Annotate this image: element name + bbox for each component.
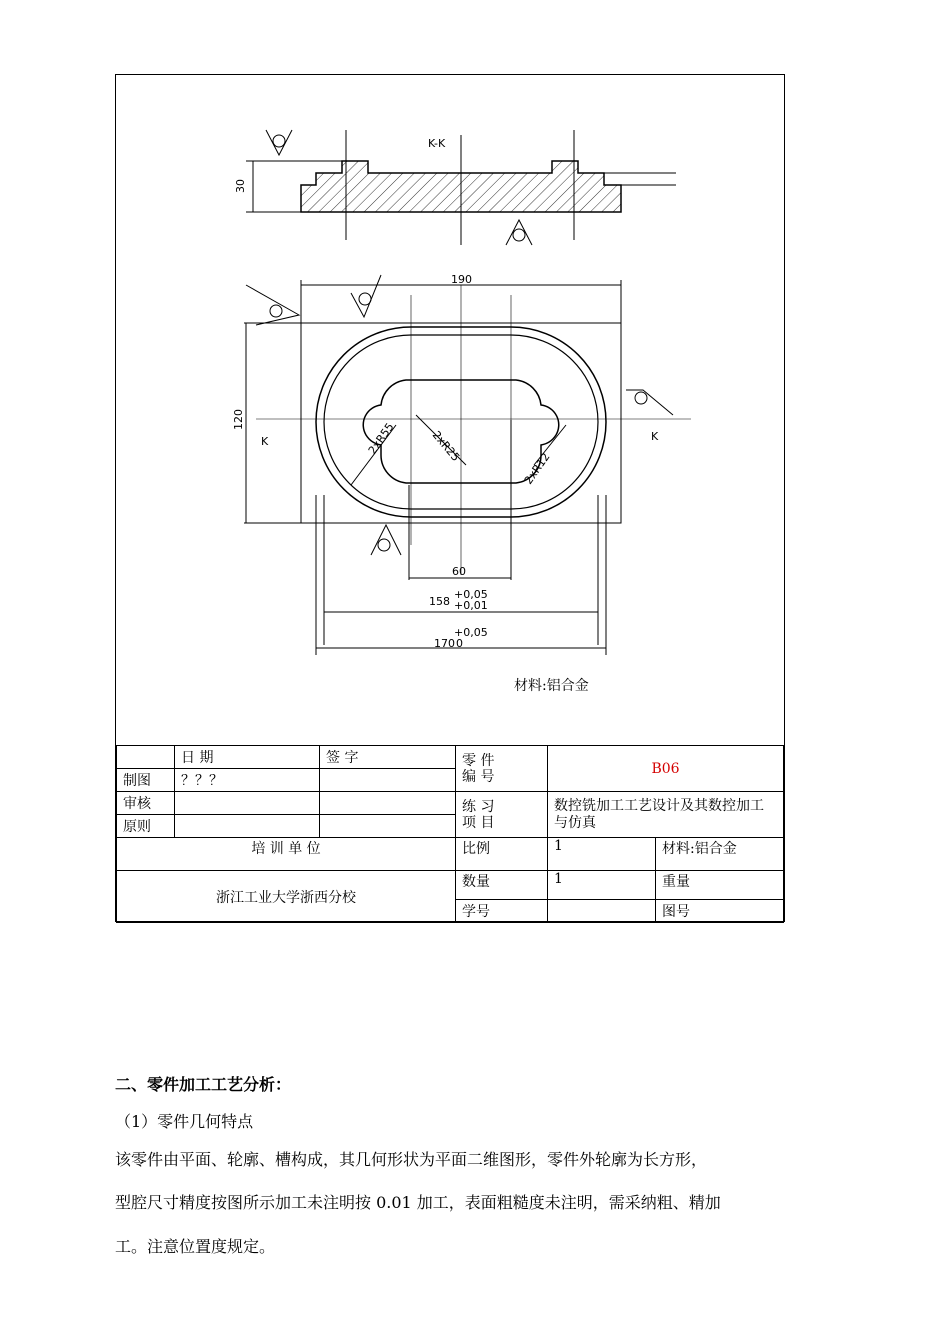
- qty-value: 1: [548, 871, 656, 900]
- height-dim: 120: [232, 409, 245, 430]
- school-name: 浙江工业大学浙西分校: [117, 871, 456, 923]
- drawing-frame: [115, 74, 785, 922]
- weight-label: 重量: [656, 871, 784, 900]
- r12-label: 2xR12: [521, 450, 553, 487]
- project-name: 数控铣加工工艺设计及其数控加工与仿真: [548, 792, 784, 838]
- paragraph-line-2: 型腔尺寸精度按图所示加工未注明按 0.01 加工，表面粗糙度未注明，需采纳粗、精加: [115, 1193, 721, 1212]
- part-no: B06: [548, 746, 784, 792]
- section-heading: 二、零件加工工艺分析：: [115, 1075, 292, 1094]
- principle-label: 原则: [117, 815, 175, 838]
- plan-view: [232, 273, 691, 655]
- student-no-label: 学号: [456, 900, 548, 923]
- outer-fit-dim: 158: [429, 595, 450, 608]
- drafted-value: ？？？: [175, 769, 320, 792]
- outer-fit-tol: +0,05: [454, 588, 488, 601]
- thickness-dim: 30: [234, 179, 247, 193]
- slot-dim: 60: [452, 565, 466, 578]
- section-view: [234, 130, 676, 245]
- project-label: 练 习 项 目: [456, 792, 548, 838]
- section-mark-left: K: [261, 435, 269, 448]
- title-block: [116, 745, 784, 923]
- subsection-heading: （1）零件几何特点: [115, 1112, 254, 1131]
- outer-fit-tol-lower: +0,01: [454, 599, 488, 612]
- paragraph-line-1: 该零件由平面、轮廓、槽构成，其几何形状为平面二维图形，零件外轮廓为长方形，: [115, 1150, 708, 1169]
- scale-label: 比例: [456, 838, 548, 871]
- width-dim: 190: [451, 273, 472, 286]
- total-dim: 170: [434, 637, 455, 650]
- drawing-no-label: 图号: [656, 900, 784, 923]
- paragraph-line-3: 工。注意位置度规定。: [115, 1237, 276, 1256]
- r25-label: 2xR25: [429, 428, 463, 464]
- r55-label: 2xR55: [365, 420, 397, 457]
- material-cell: 材料:铝合金: [656, 838, 784, 871]
- section-mark-right: K: [651, 430, 659, 443]
- total-tol-lower: 0: [456, 637, 463, 650]
- unit-label: 培 训 单 位: [117, 838, 456, 871]
- total-tol: +0,05: [454, 626, 488, 639]
- part-no-label: 零 件 编 号: [456, 746, 548, 792]
- technical-drawing: [116, 75, 784, 745]
- drafted-label: 制图: [117, 769, 175, 792]
- sign-header: 签 字: [320, 746, 456, 769]
- review-label: 审核: [117, 792, 175, 815]
- scale-value: 1: [548, 838, 656, 871]
- qty-label: 数量: [456, 871, 548, 900]
- material-note: 材料:铝合金: [514, 678, 589, 694]
- section-label: K-K: [428, 137, 446, 150]
- date-header: 日 期: [175, 746, 320, 769]
